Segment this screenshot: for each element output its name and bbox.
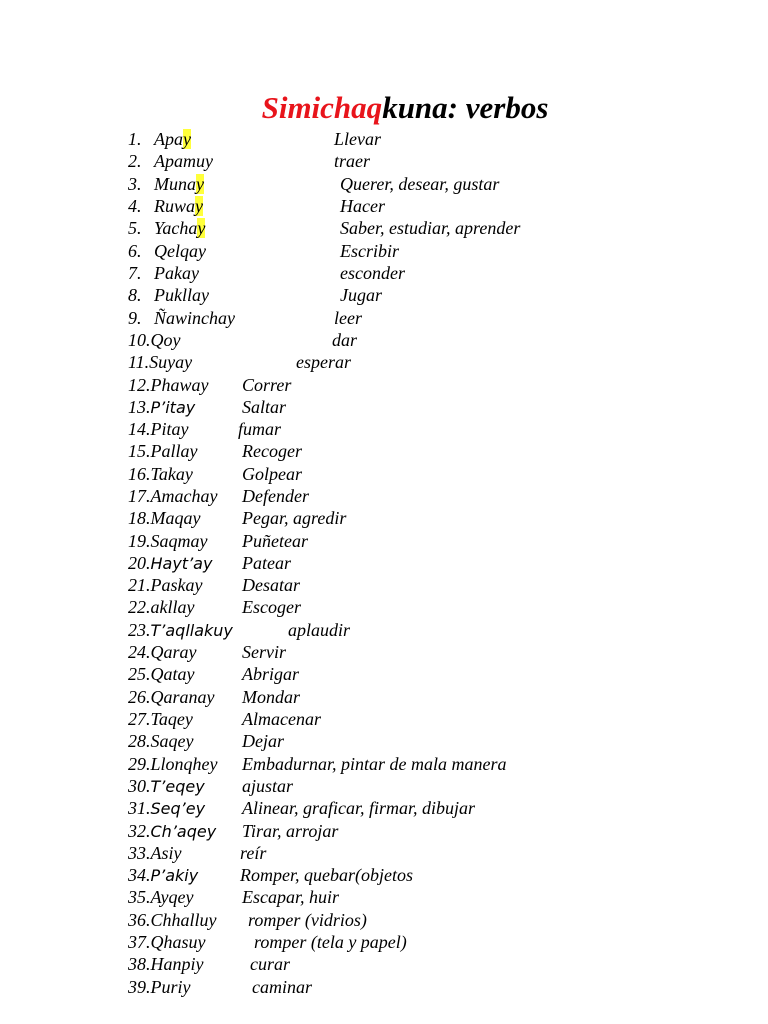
verb-text: Chhalluy (150, 910, 217, 930)
quechua-verb (154, 284, 209, 306)
quechua-verb (128, 440, 198, 462)
quechua-verb (128, 931, 206, 953)
spanish-meaning: Patear (242, 553, 291, 573)
verb-number: 27. (128, 709, 151, 729)
verb-number: 20. (128, 553, 151, 573)
highlight-mark: y (195, 196, 204, 216)
quechua-verb (154, 240, 206, 262)
verb-text: Qoy (150, 330, 181, 350)
quechua-verb (128, 619, 233, 642)
spanish-meaning: Escoger (242, 597, 301, 617)
verb-text: Qatay (150, 664, 195, 684)
verb-text: P’itay (150, 398, 196, 417)
verb-number: 1. (128, 129, 142, 149)
quechua-verb (128, 663, 195, 685)
spanish-meaning: leer (334, 308, 362, 328)
spanish-meaning: romper (vidrios) (248, 910, 367, 930)
verb-text: Asiy (150, 843, 182, 863)
quechua-verb (154, 195, 203, 217)
quechua-verb (154, 307, 235, 329)
verb-text: Suyay (149, 352, 193, 372)
title-highlighted: Simichaq (261, 90, 383, 125)
quechua-verb (128, 351, 192, 373)
verb-number: 18. (128, 508, 151, 528)
quechua-verb (128, 329, 181, 351)
verb-number: 31. (128, 798, 151, 818)
quechua-verb (128, 842, 182, 864)
verb-text: Takay (150, 464, 193, 484)
spanish-meaning: Escribir (340, 241, 400, 261)
quechua-verb (128, 641, 197, 663)
spanish-meaning: Mondar (242, 687, 300, 707)
spanish-meaning: caminar (252, 977, 312, 997)
verb-text: Hayt’ay (150, 554, 213, 573)
spanish-meaning: traer (334, 151, 370, 171)
verb-text: Ñawinchay (154, 308, 235, 328)
quechua-verb (128, 976, 191, 998)
verb-number: 30. (128, 776, 151, 796)
verb-text: Qaranay (150, 687, 215, 707)
spanish-meaning: Puñetear (242, 531, 308, 551)
verb-number: 9. (128, 308, 142, 328)
highlight-mark: y (197, 218, 206, 238)
spanish-meaning: fumar (238, 419, 282, 439)
verb-text: P’akiy (150, 866, 199, 885)
verb-number: 11. (128, 352, 150, 372)
verb-number: 21. (128, 575, 151, 595)
verb-text: T’aqllakuy (150, 621, 233, 640)
verb-number: 39. (128, 977, 151, 997)
quechua-verb (128, 753, 218, 775)
verb-number: 4. (128, 196, 142, 216)
spanish-meaning: Saber, estudiar, aprender (340, 218, 521, 238)
verb-text: Saqey (150, 731, 194, 751)
spanish-meaning: Hacer (340, 196, 385, 216)
highlight-mark: y (196, 174, 204, 194)
verb-number: 10. (128, 330, 151, 350)
verb-number: 37. (128, 932, 151, 952)
spanish-meaning: aplaudir (288, 620, 351, 640)
verb-number: 28. (128, 731, 151, 751)
quechua-verb (128, 886, 193, 908)
verb-number: 32. (128, 821, 151, 841)
verb-number: 34. (128, 865, 151, 885)
quechua-verb (128, 797, 205, 820)
verb-number: 16. (128, 464, 151, 484)
spanish-meaning: Abrigar (242, 664, 300, 684)
spanish-meaning: esperar (296, 352, 351, 372)
spanish-meaning: Embadurnar, pintar de mala manera (242, 754, 507, 774)
verb-number: 19. (128, 531, 151, 551)
verb-number: 25. (128, 664, 151, 684)
quechua-verb (128, 596, 194, 618)
quechua-verb (154, 262, 199, 284)
verb-number: 12. (128, 375, 151, 395)
quechua-verb (128, 574, 202, 596)
verb-text: Ayqey (150, 887, 194, 907)
verb-text: Maqay (150, 508, 201, 528)
quechua-verb (154, 217, 205, 239)
verb-text: Pitay (150, 419, 189, 439)
verb-number: 13. (128, 397, 151, 417)
quechua-verb (128, 418, 189, 440)
spanish-meaning: esconder (340, 263, 405, 283)
verb-number: 5. (128, 218, 142, 238)
verb-text: Qaray (150, 642, 197, 662)
verb-text: Hanpiy (150, 954, 204, 974)
verb-text: T’eqey (150, 777, 205, 796)
spanish-meaning: Correr (242, 375, 292, 395)
verb-text: Saqmay (150, 531, 208, 551)
spanish-meaning: Saltar (242, 397, 287, 417)
quechua-verb (128, 909, 217, 931)
verb-text: Ch’aqey (150, 822, 217, 841)
quechua-verb (128, 775, 205, 798)
verb-number: 22. (128, 597, 151, 617)
quechua-verb (154, 128, 191, 150)
spanish-meaning: Escapar, huir (242, 887, 340, 907)
quechua-verb (128, 374, 209, 396)
quechua-verb (128, 530, 208, 552)
verb-number: 15. (128, 441, 151, 461)
spanish-meaning: Almacenar (242, 709, 321, 729)
highlight-mark: y (183, 129, 191, 149)
verb-text: akllay (150, 597, 195, 617)
spanish-meaning: dar (332, 330, 358, 350)
verb-number: 29. (128, 754, 151, 774)
verb-text: Yacha (154, 218, 198, 238)
verb-text: Llonqhey (150, 754, 218, 774)
verb-number: 17. (128, 486, 151, 506)
title-rest: kuna: verbos (382, 90, 549, 125)
verb-number: 24. (128, 642, 151, 662)
verb-text: Apamuy (154, 151, 213, 171)
spanish-meaning: Tirar, arrojar (242, 821, 339, 841)
verb-number: 14. (128, 419, 151, 439)
verb-text: Pukllay (154, 285, 209, 305)
spanish-meaning: Defender (242, 486, 309, 506)
quechua-verb (128, 485, 217, 507)
verb-text: Amachay (150, 486, 218, 506)
verb-text: Pakay (154, 263, 199, 283)
verb-text: Ruwa (154, 196, 196, 216)
spanish-meaning: Alinear, graficar, firmar, dibujar (242, 798, 476, 818)
verb-text: Taqey (150, 709, 193, 729)
verb-number: 2. (128, 151, 142, 171)
page-title (0, 88, 768, 128)
quechua-verb (128, 820, 216, 843)
spanish-meaning: ajustar (242, 776, 294, 796)
quechua-verb (128, 686, 215, 708)
spanish-meaning: Jugar (340, 285, 382, 305)
spanish-meaning: Servir (242, 642, 286, 662)
spanish-meaning: Desatar (242, 575, 300, 595)
verb-number: 6. (128, 241, 142, 261)
spanish-meaning: Romper, quebar(objetos (240, 865, 413, 885)
verb-text: Qhasuy (150, 932, 206, 952)
spanish-meaning: Pegar, agredir (242, 508, 347, 528)
verb-text: Apa (154, 129, 183, 149)
verb-number: 35. (128, 887, 151, 907)
verb-number: 7. (128, 263, 142, 283)
spanish-meaning: Dejar (242, 731, 284, 751)
verb-text: Qelqay (154, 241, 206, 261)
verb-number: 23. (128, 620, 151, 640)
verb-number: 3. (128, 174, 142, 194)
quechua-verb (154, 150, 213, 172)
verb-number: 26. (128, 687, 151, 707)
verb-text: Muna (154, 174, 196, 194)
quechua-verb (154, 173, 204, 195)
verb-text: Paskay (150, 575, 203, 595)
spanish-meaning: romper (tela y papel) (254, 932, 407, 952)
verb-text: Seq’ey (150, 799, 206, 818)
quechua-verb (128, 953, 204, 975)
spanish-meaning: curar (250, 954, 290, 974)
quechua-verb (128, 396, 195, 419)
quechua-verb (128, 864, 198, 887)
quechua-verb (128, 730, 193, 752)
spanish-meaning: Querer, desear, gustar (340, 174, 500, 194)
verb-number: 8. (128, 285, 142, 305)
verb-text: Puriy (150, 977, 191, 997)
quechua-verb (128, 708, 193, 730)
quechua-verb (128, 507, 200, 529)
verb-number: 38. (128, 954, 151, 974)
spanish-meaning: Golpear (242, 464, 302, 484)
verb-text: Phaway (150, 375, 209, 395)
spanish-meaning: Recoger (242, 441, 302, 461)
spanish-meaning: reír (240, 843, 267, 863)
verb-number: 33. (128, 843, 151, 863)
verb-text: Pallay (150, 441, 198, 461)
quechua-verb (128, 463, 193, 485)
spanish-meaning: Llevar (334, 129, 381, 149)
quechua-verb (128, 552, 212, 575)
verb-number: 36. (128, 910, 151, 930)
